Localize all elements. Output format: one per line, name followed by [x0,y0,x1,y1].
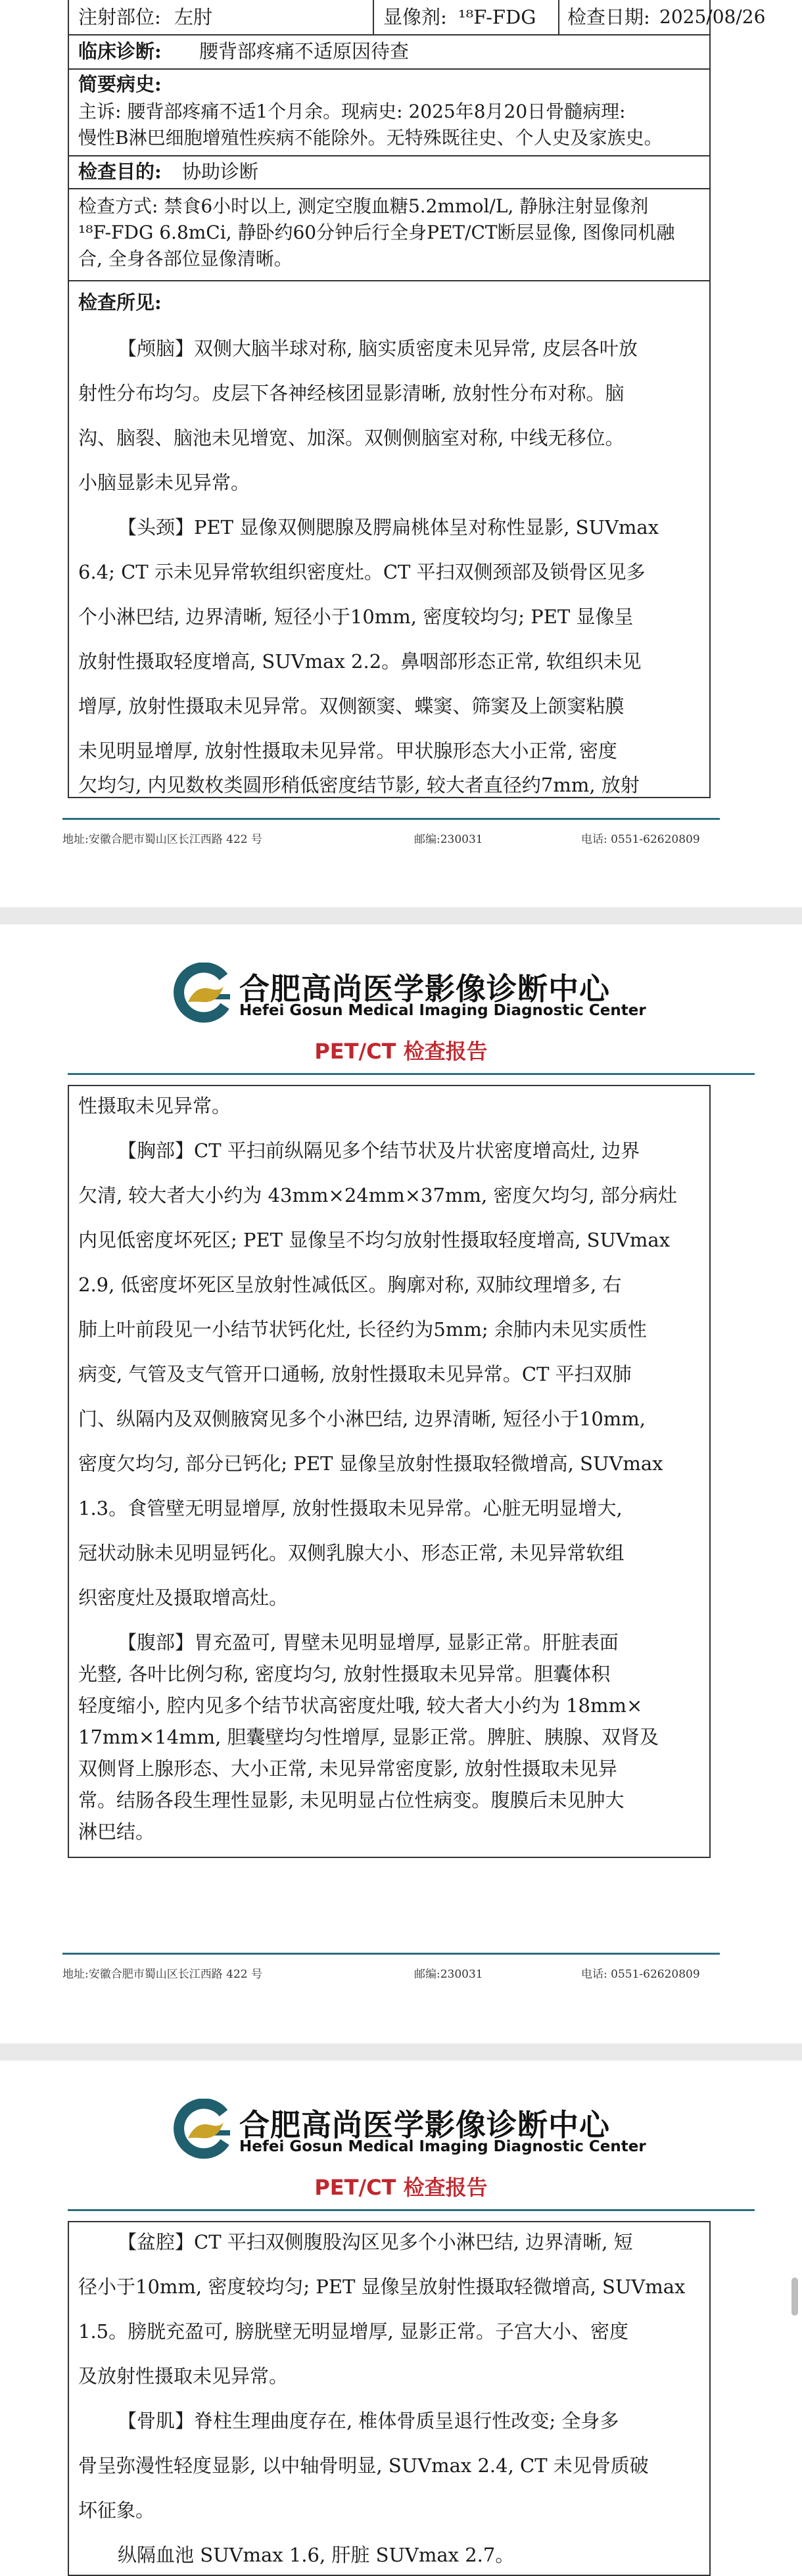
findings-heading: 检查所见: [78,291,162,314]
report-title: PET/CT 检查报告 [314,2175,488,2200]
chest-line: 冠状动脉未见明显钙化。双侧乳腺大小、形态正常, 未见异常软组 [78,1542,625,1564]
report-title: PET/CT 检查报告 [314,1039,488,1064]
headneck-line: 个小淋巴结, 边界清晰, 短径小于10mm, 密度较均匀; PET 显像呈 [78,606,634,628]
method-line: ¹⁸F-FDG 6.8mCi, 静卧约60分钟后行全身PET/CT断层显像, 图像同机融 [78,222,675,243]
title-rule [68,2209,755,2211]
pelvis-line: 1.5。膀胱充盈可, 膀胱壁无明显增厚, 显影正常。子宫大小、密度 [78,2320,628,2343]
chest-line: 内见低密度坏死区; PET 显像呈不均匀放射性摄取轻度增高, SUVmax [78,1229,671,1251]
headneck-line: 增厚, 放射性摄取未见异常。双侧额窦、蝶窦、筛窦及上颌窦粘膜 [78,695,625,717]
center-name-en: Hefei Gosun Medical Imaging Diagnostic Center [239,2138,646,2155]
center-name-en: Hefei Gosun Medical Imaging Diagnostic Center [239,1002,646,1019]
abdomen-line: 【腹部】胃充盈可, 胃壁未见明显增厚, 显影正常。肝脏表面 [118,1631,619,1654]
history-line: 主诉: 腰背部疼痛不适1个月余。现病史: 2025年8月20日骨髓病理: [78,101,626,122]
abdomen-line: 光整, 各叶比例匀称, 密度均匀, 放射性摄取未见异常。胆囊体积 [78,1663,611,1685]
abdomen-line: 双侧肾上腺形态、大小正常, 未见异常密度影, 放射性摄取未见异 [78,1757,617,1780]
abdomen-line: 轻度缩小, 腔内见多个结节状高密度灶哦, 较大者大小约为 18mm× [78,1694,643,1717]
chest-line: 织密度灶及摄取增高灶。 [78,1586,289,1609]
chest-line: 欠清, 较大者大小约为 43mm×24mm×37mm, 密度欠均匀, 部分病灶 [78,1184,677,1206]
page-gap [0,907,802,924]
footer-address: 地址:安徽合肥市蜀山区长江西路 422 号 [62,1968,262,1981]
footer-address: 地址:安徽合肥市蜀山区长江西路 422 号 [62,833,262,846]
report-page-2 [0,924,802,2043]
exam-date-label: 检查日期: [567,6,650,28]
headneck-line: 未见明显增厚, 放射性摄取未见异常。甲状腺形态大小正常, 密度 [78,740,617,762]
report-table-page-2 [68,1085,711,1858]
report-page-3 [0,2061,802,2564]
bone-line: 骨呈弥漫性轻度显影, 以中轴骨明显, SUVmax 2.4, CT 未见骨质破 [78,2454,649,2477]
center-name-cn: 合肥高尚医学影像诊断中心 [239,971,610,1007]
purpose-label: 检查目的: [78,160,162,183]
brain-line: 【颅脑】双侧大脑半球对称, 脑实质密度未见异常, 皮层各叶放 [118,337,638,360]
pelvis-line: 【盆腔】CT 平扫双侧腹股沟区见多个小淋巴结, 边界清晰, 短 [118,2231,633,2253]
chest-line: 【胸部】CT 平扫前纵隔见多个结节状及片状密度增高灶, 边界 [118,1139,640,1162]
injection-site-value: 左肘 [174,6,213,28]
center-name-cn: 合肥高尚医学影像诊断中心 [239,2107,610,2143]
brain-line: 射性分布均匀。皮层下各神经核团显影清晰, 放射性分布对称。脑 [78,382,625,404]
history-line: 慢性B淋巴细胞增殖性疾病不能除外。无特殊既往史、个人史及家族史。 [78,127,663,149]
abdomen-line: 淋巴结。 [78,1821,155,1843]
report-page-1 [0,0,802,907]
pelvis-line: 及放射性摄取未见异常。 [78,2365,289,2387]
chest-line: 1.3。食管壁无明显增厚, 放射性摄取未见异常。心脏无明显增大, [78,1497,623,1519]
footer-rule [62,818,720,820]
footer-phone: 电话: 0551-62620809 [581,1968,700,1981]
chest-line: 门、纵隔内及双侧腋窝见多个小淋巴结, 边界清晰, 短径小于10mm, [78,1408,646,1430]
footer-postcode: 邮编:230031 [414,1968,483,1981]
header-logo [0,961,802,1034]
headneck-line: 欠均匀, 内见数枚类圆形稍低密度结节影, 较大者直径约7mm, 放射 [78,774,640,796]
headneck-line: 放射性摄取轻度增高, SUVmax 2.2。鼻咽部形态正常, 软组织未见 [78,650,642,673]
method-line: 合, 全身各部位显像清晰。 [78,248,293,270]
chest-line: 病变, 气管及支气管开口通畅, 放射性摄取未见异常。CT 平扫双肺 [78,1363,632,1385]
headneck-line: 6.4; CT 示未见异常软组织密度灶。CT 平扫双侧颈部及锁骨区见多 [78,561,646,583]
bone-line: 【骨肌】脊柱生理曲度存在, 椎体骨质呈退行性改变; 全身多 [118,2410,619,2432]
method-line: 检查方式: 禁食6小时以上, 测定空腹血糖5.2mmol/L, 静脉注射显像剂 [78,195,649,217]
suv-reference-line: 纵隔血池 SUVmax 1.6, 肝脏 SUVmax 2.7。 [118,2544,515,2566]
abdomen-line: 17mm×14mm, 胆囊壁均匀性增厚, 显影正常。脾脏、胰腺、双肾及 [78,1726,659,1748]
chest-line: 肺上叶前段见一小结节状钙化灶, 长径约为5mm; 余肺内未见实质性 [78,1318,647,1341]
clinical-diagnosis-label: 临床诊断: [78,40,162,62]
chest-line: 密度欠均匀, 部分已钙化; PET 显像呈放射性摄取轻微增高, SUVmax [78,1452,663,1475]
tracer-label: 显像剂: [383,6,447,28]
brain-line: 沟、脑裂、脑池未见增宽、加深。双侧侧脑室对称, 中线无移位。 [78,427,625,449]
footer-postcode: 邮编:230031 [414,833,483,846]
chest-line: 2.9, 低密度坏死区呈放射性减低区。胸廓对称, 双肺纹理增多, 右 [78,1274,622,1296]
exam-date-value: 2025/08/26 [659,6,766,28]
bone-line: 坏征象。 [78,2499,155,2521]
pelvis-line: 径小于10mm, 密度较均匀; PET 显像呈放射性摄取轻微增高, SUVmax [78,2276,686,2298]
footer-rule [62,1953,720,1955]
report-table-page-3 [68,2221,711,2576]
header-logo [0,2097,802,2170]
abdomen-line: 常。结肠各段生理性显影, 未见明显占位性病变。腹膜后未见肿大 [78,1789,625,1811]
scrollbar-thumb[interactable] [791,2278,798,2316]
clinical-diagnosis-value: 腰背部疼痛不适原因待查 [199,40,410,62]
report-table-page-1 [68,0,766,798]
brain-line: 小脑显影未见异常。 [78,471,250,494]
injection-site-label: 注射部位: [78,6,161,28]
purpose-value: 协助诊断 [182,160,259,183]
footer-phone: 电话: 0551-62620809 [581,833,700,846]
tracer-value: ¹⁸F-FDG [458,6,536,28]
gosun-logo-icon [172,963,233,1023]
continued-line: 性摄取未见异常。 [78,1095,231,1117]
gosun-logo-icon [172,2099,233,2159]
headneck-line: 【头颈】PET 显像双侧腮腺及腭扁桃体呈对称性显影, SUVmax [118,516,659,538]
title-rule [68,1073,755,1075]
page-gap [0,2043,802,2061]
history-heading: 简要病史: [78,73,162,95]
